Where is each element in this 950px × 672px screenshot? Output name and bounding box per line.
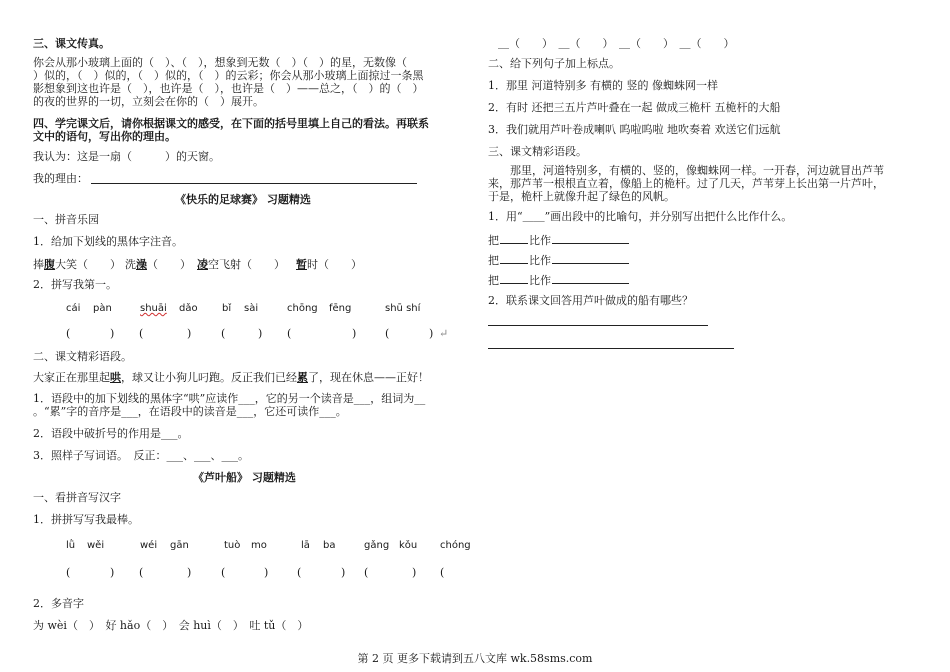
answer-blank xyxy=(552,283,629,284)
opinion-line: 我认为：这是一扇（ ）的天窗。 xyxy=(33,150,220,163)
phonetic-item: 洗澡（ ） xyxy=(125,258,191,271)
pinyin: mo xyxy=(251,540,267,551)
bizuo-label: 比作 xyxy=(529,234,551,247)
subsection-title: 一、看拼音写汉字 xyxy=(33,491,121,504)
reason-label: 我的理由： xyxy=(33,172,88,185)
pinyin: wéi xyxy=(140,540,158,551)
question: 2．拼写我第一。 xyxy=(33,278,117,291)
pinyin: chóng xyxy=(440,540,471,551)
paren: ) xyxy=(187,566,192,579)
sentence: 1．那里 河道特别多 有横的 竖的 像蜘蛛网一样 xyxy=(488,79,718,92)
paren: ( xyxy=(364,566,369,579)
question: 1．语段中的加下划线的黑体字“哄”应读作___，它的另一个读音是___，组词为__ xyxy=(33,392,426,405)
question: 2．语段中破折号的作用是___。 xyxy=(33,427,189,440)
football-title: 《快乐的足球赛》 习题精选 xyxy=(175,193,311,206)
question: 2．多音字 xyxy=(33,597,84,610)
blank-row: ＿（ ） ＿（ ） ＿（ ） ＿（ ） xyxy=(498,37,735,50)
ba-label: 把 xyxy=(488,234,499,247)
pinyin: cái xyxy=(66,303,81,314)
sentence: 3．我们就用芦叶卷成喇叭 呜啦呜啦 地吹奏着 欢送它们远航 xyxy=(488,123,781,136)
paren: ( xyxy=(66,327,71,340)
pinyin: bǐ xyxy=(222,303,232,314)
section-4-title: 文中的语句，写出你的理由。 xyxy=(33,130,176,143)
question: 3．照样子写词语。 反正：___、___、___。 xyxy=(33,449,249,462)
paren: ) xyxy=(264,566,269,579)
paren: ) xyxy=(412,566,417,579)
pinyin: fēng xyxy=(329,303,352,314)
bizuo-label: 比作 xyxy=(529,254,551,267)
passage: 大家正在那里起哄，球又让小狗儿叼跑。反正我们已经累了，现在休息——正好！ xyxy=(33,371,429,384)
pinyin: wěi xyxy=(87,540,105,551)
paren: ( xyxy=(66,566,71,579)
question: 1．拼拼写写我最棒。 xyxy=(33,513,139,526)
text-line: ）似的，（ ）似的，（ ）似的，（ ）的云彩；你会从那小玻璃上面掠过一条黑 xyxy=(33,69,424,82)
question: 1．给加下划线的黑体字注音。 xyxy=(33,235,183,248)
answer-blank xyxy=(552,243,629,244)
paren: ) xyxy=(258,327,263,340)
section-4-title: 四、学完课文后，请你根据课文的感受，在下面的括号里填上自己的看法。再联系 xyxy=(33,117,429,130)
phonetic-item: 凌空飞射（ ） xyxy=(197,258,285,271)
boat-title: 《芦叶船》 习题精选 xyxy=(193,471,296,484)
answer-blank xyxy=(500,283,528,284)
phonetic-item: 暂时（ ） xyxy=(296,258,362,271)
paren: ( xyxy=(139,327,144,340)
subsection-title: 三、课文精彩语段。 xyxy=(488,145,587,158)
phonetic-item: 捧腹大笑（ ） xyxy=(33,258,121,271)
pinyin: gǎng xyxy=(364,540,390,551)
paren: ( xyxy=(297,566,302,579)
answer-line xyxy=(488,348,734,349)
paren: ( xyxy=(221,566,226,579)
page-footer: 第 2 页 更多下载请到五八文库 wk.58sms.com xyxy=(357,652,593,665)
paren: ( xyxy=(221,327,226,340)
sentence: 2．有时 还把三五片芦叶叠在一起 做成三桅杆 五桅杆的大船 xyxy=(488,101,781,114)
paren: ) xyxy=(352,327,357,340)
paren: ) xyxy=(110,327,115,340)
pinyin: ba xyxy=(323,540,336,551)
pinyin: dǎo xyxy=(179,303,198,314)
paren: ) xyxy=(341,566,346,579)
section-3-title: 三、课文传真。 xyxy=(33,37,110,50)
bizuo-label: 比作 xyxy=(529,274,551,287)
pinyin: sài xyxy=(244,303,259,314)
pinyin: gān xyxy=(170,540,189,551)
pinyin: shuāi xyxy=(140,303,167,314)
pinyin: shū shí xyxy=(385,303,421,314)
passage-line: 来，那芦苇一根根直立着，像船上的桅杆。过了几天，芦苇芽上长出第一片芦叶， xyxy=(488,177,884,190)
text-line: 影想象到这也许是（ ），也许是（ ），也许是（ ）——总之，（ ）的（ ） xyxy=(33,82,424,95)
answer-blank xyxy=(500,243,528,244)
paren: ( xyxy=(139,566,144,579)
paren: ( xyxy=(440,566,445,579)
pinyin: pàn xyxy=(93,303,112,314)
subsection-title: 一、拼音乐园 xyxy=(33,213,99,226)
paren: ) xyxy=(187,327,192,340)
text-line: 你会从那小玻璃上面的（ ）、（ ），想象到无数（ ）（ ）的星，无数像（ xyxy=(33,56,407,69)
paren: ( xyxy=(287,327,292,340)
passage-line: 于是，桅杆上就像升起了绿色的风帆。 xyxy=(488,190,675,203)
paren: ( xyxy=(385,327,390,340)
pinyin: kǒu xyxy=(399,540,418,551)
passage-line: 那里，河道特别多，有横的、竖的，像蜘蛛网一样。一开春，河边就冒出芦苇 xyxy=(488,164,884,177)
answer-blank xyxy=(552,263,629,264)
question: 1．用“＿＿”画出段中的比喻句，并分别写出把什么比作什么。 xyxy=(488,210,793,223)
subsection-title: 二、课文精彩语段。 xyxy=(33,350,132,363)
ba-label: 把 xyxy=(488,274,499,287)
ba-label: 把 xyxy=(488,254,499,267)
pinyin: chōng xyxy=(287,303,318,314)
text-line: 的夜的世界的一切，立刻会在你的（ ）展开。 xyxy=(33,95,264,108)
paren: ) xyxy=(110,566,115,579)
pinyin: lā xyxy=(301,540,310,551)
question: 2．联系课文回答用芦叶做成的船有哪些？ xyxy=(488,294,693,307)
answer-line xyxy=(488,325,708,326)
paren: ) xyxy=(429,327,434,340)
pinyin: lǜ xyxy=(66,540,76,551)
answer-blank xyxy=(91,183,417,184)
subsection-title: 二、给下列句子加上标点。 xyxy=(488,57,620,70)
polyphone-line: 为 wèi（ ） 好 hǎo（ ） 会 huì（ ） 吐 tǔ（ ） xyxy=(33,619,309,632)
return-mark: ↵ xyxy=(439,327,449,340)
question: 。“累”字的音序是___，在语段中的读音是___，它还可读作___。 xyxy=(33,405,347,418)
pinyin: tuò xyxy=(224,540,241,551)
answer-blank xyxy=(500,263,528,264)
